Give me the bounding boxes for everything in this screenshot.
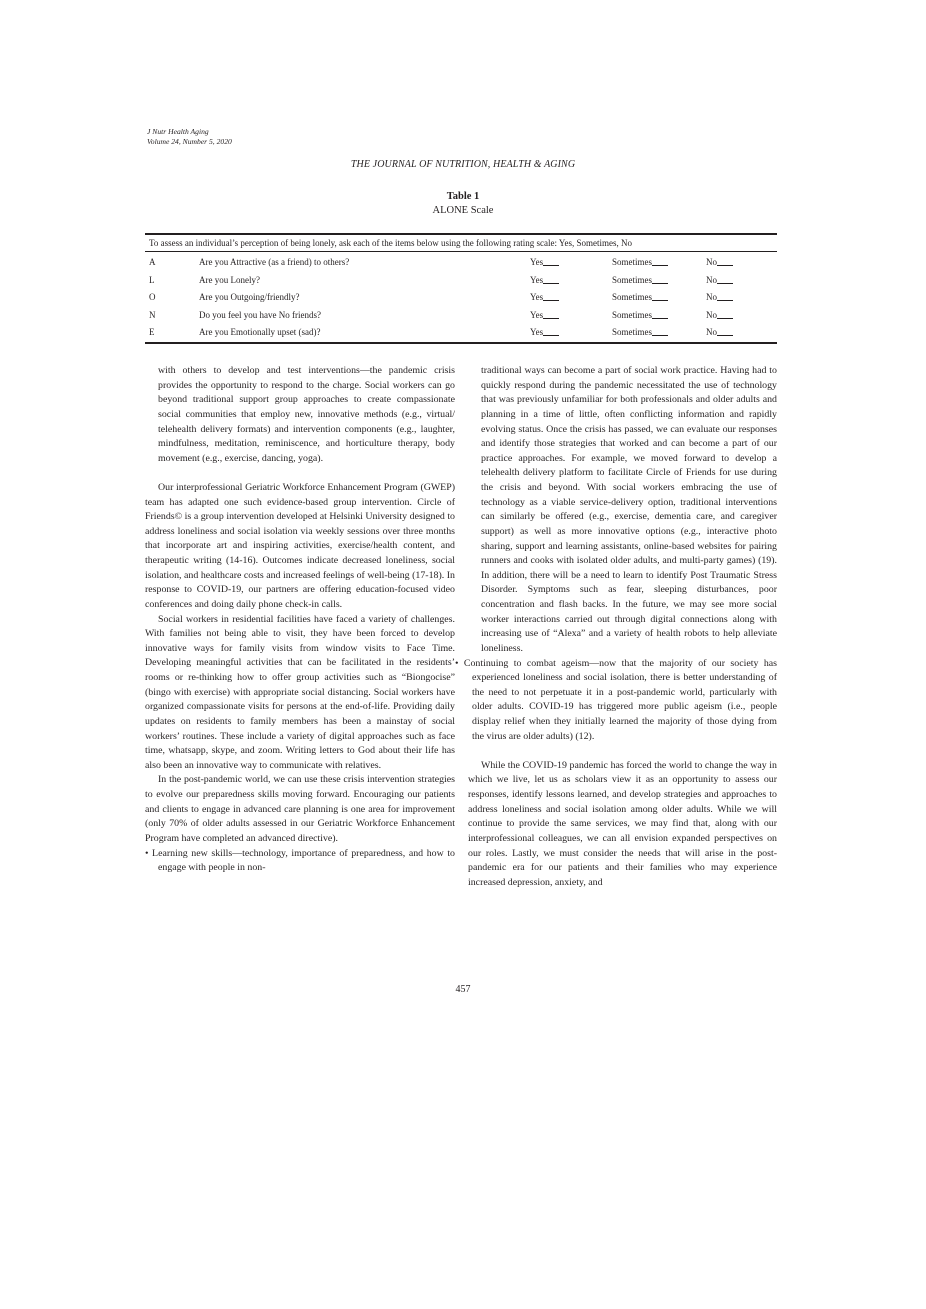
table-header-rule [145,251,777,252]
paragraph: While the COVID-19 pandemic has forced the world to change the way in which we live, let us as scholars view it as an opportunity to assess our responses, identify lessons learned, and develop strategies and approaches to address loneliness and social isolation among older adults. While we will continue to provide the same services, we may find that, along with our interprofessional colleagues, we can all envision expanded perspectives on our roles. Lastly, we must consider the needs that will arise in the post-pandemic era for our patients and their families who may experience increased depression, anxiety, and [468,759,777,888]
yes-option: Yes [530,275,543,285]
no-option: No [706,292,717,302]
bullet-item: • Learning new skills—technology, importance of preparedness, and how to engage with people in non- [145,847,455,874]
row-question: Are you Attractive (as a friend) to others? [199,257,350,267]
paragraph: In the post-pandemic world, we can use these crisis intervention strategies to evolve our preparedness skills moving forward. Encouraging our patients and clients to engage in advanced care planning is one area for improvement (only 70% of older adults assessed in our Geriatric Workforce Enhancement Program have completed an advanced directive). [145,774,455,844]
sometimes-option: Sometimes [612,257,652,267]
yes-option: Yes [530,257,543,267]
no-option: No [706,310,717,320]
row-question: Do you feel you have No friends? [199,309,321,320]
page-number: 457 [455,984,471,995]
sometimes-option: Sometimes [612,275,652,285]
table-row [145,257,777,274]
row-question: Are you Outgoing/friendly? [199,292,300,302]
no-option: No [706,327,717,337]
yes-option: Yes [530,310,543,320]
yes-option: Yes [530,292,543,302]
journal-meta [147,127,232,146]
sometimes-option: Sometimes [612,292,652,302]
row-letter: A [149,257,156,267]
row-letter: N [149,309,156,320]
table-bottom-rule [145,342,777,344]
row-question: Are you Emotionally upset (sad)? [199,327,321,337]
row-letter: L [149,274,155,285]
row-letter: E [149,327,155,337]
left-column [145,364,455,876]
sometimes-option: Sometimes [612,327,652,337]
row-letter: O [149,292,156,302]
paragraph: Our interprofessional Geriatric Workforce Enhancement Program (GWEP) team has adapted one such evidence-based group intervention. Circle of Friends© is a group intervention developed at Helsinki University designed to address loneliness and social isolation via weekly sessions over three months that incorporate art and inspiring activities, exercise/health content, and therapeutic writing (14-16). Outcomes indicate decreased loneliness, social isolation, and healthcare costs and increased feelings of well-being (17-18). In response to COVID-19, our partners are offering education-focused video conferences and doing daily phone check-in calls. [145,481,455,610]
table-row [145,292,777,309]
table-top-rule [145,233,777,235]
paragraph: traditional ways can become a part of social work practice. Having had to quickly respond during the pandemic necessitated the use of technology that was previously unfamiliar for both professionals and older adults and planning in a time of little, often conflicting information and rapidly evolving status. Once the crisis has passed, we can evaluate our responses and identify those strategies that worked and can become a part of our practice approaches. For example, we moved forward to develop a telehealth delivery platform to facilitate Circle of Friends for use during the crisis and beyond. With social workers embracing the use of technology as a viable service-delivery option, traditional interventions can similarly be offered (e.g., exercise, dementia care, and caregiver support) as well as more innovative options (e.g., interactive photo sharing, support and learning assistants, online-based websites for pairing runners and cooks with isolated older adults, and multi-party games) (19). In addition, there will be a need to learn to identify Post Traumatic Stress Disorder. Symptoms such as fear, sleeping disturbances, poor concentration and flash backs. In the future, we may see more social worker interactions carried out through digital connections along with increasing use of “Alexa” and a variety of health robots to help alleviate loneliness. [481,365,777,654]
sometimes-option: Sometimes [612,310,652,320]
row-question: Are you Lonely? [199,274,260,285]
journal-abbrev: J Nutr Health Aging [147,127,209,136]
right-column [455,364,777,890]
yes-option: Yes [530,327,543,337]
bullet-item: • Continuing to combat ageism—now that the majority of our society has experienced loneliness and social isolation, there is better understanding of the need to not perpetuate it in a post-pandemic world, particularly with older adults. COVID-19 has triggered more public ageism (i.e., people display relief when they initially learned the majority of those dying from the virus are older adults) (12). [455,657,777,742]
paragraph: with others to develop and test interventions—the pandemic crisis provides the opportunity to respond to the charge. Social workers can go beyond traditional support group approaches to create compassionate social communities that employ new, innovative methods (e.g., virtual/ telehealth delivery formats) and intervention components (e.g., laughter, mindfulness, meditation, reminiscence, and horticulture therapy, body movement (e.g., exercise, dancing, yoga). [158,365,455,464]
no-option: No [706,257,717,267]
table-row [145,310,777,327]
no-option: No [706,275,717,285]
table-row [145,275,777,292]
journal-volume: Volume 24, Number 5, 2020 [147,136,232,146]
table-title: ALONE Scale [432,205,494,216]
table-number: Table 1 [446,191,480,202]
paragraph: Social workers in residential facilities have faced a variety of challenges. With families not being able to visit, they have been forced to develop innovative ways for family visits from window visits to Face Time. Developing meaningful activities that can be facilitated in the residents’ rooms or re-thinking how to offer group activities such as “Biongocise” (bingo with exercise) with appropriate social distancing. Social workers have organized compassionate visits for persons at the end-of-life. Providing daily updates on residents to family members has been a mainstay of social workers’ routines. These include a variety of digital approaches such as face time, whatsapp, skype, and zoom. Writing letters to God about their life has also been an innovative way to communicate with relatives. [145,613,455,771]
running-head: THE JOURNAL OF NUTRITION, HEALTH & AGING [350,159,576,170]
table-caption: To assess an individual’s perception of being lonely, ask each of the items below using the following rating scale: Yes, Sometimes, No [149,238,632,248]
